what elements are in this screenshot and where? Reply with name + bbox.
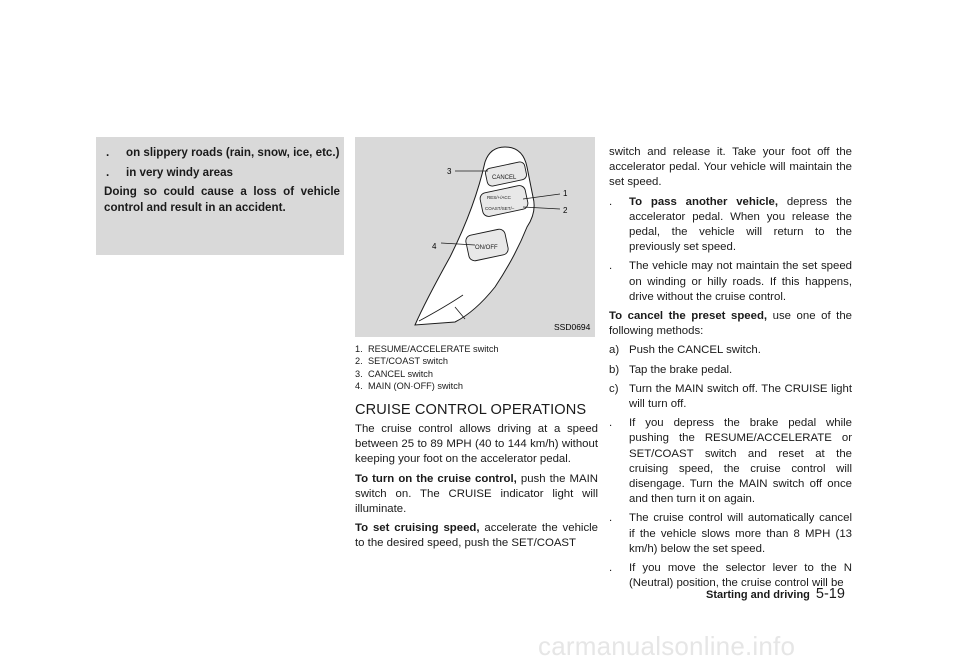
resume-label: RES/+/ACC [487,195,511,200]
cancel-label: CANCEL [492,175,517,181]
note-item: . The cruise control will automatically cancel if the vehicle slows more than 8 MPH (13 km/h) below the set speed. [609,512,852,555]
footer-section: Starting and driving [706,589,810,601]
cruise-switch-illustration [355,137,595,337]
right-column-text [609,145,852,595]
onoff-label: ON/OFF [475,245,498,251]
intro-paragraph: The cruise control allows driving at a speed between 25 to 89 MPH (40 to 144 km/h) without keeping your foot on the accelerator pedal. [355,423,598,466]
note-item: . If you move the selector lever to the N (Neutral) position, the cruise control will be [609,562,852,590]
callout-3: 3 [447,167,452,176]
set-speed-paragraph: To set cruising speed, accelerate the vehicle to the desired speed, push the SET/COAST [355,522,599,550]
callout-4: 4 [432,242,437,251]
continued-paragraph: switch and release it. Take your foot off the accelerator pedal. Your vehicle will maintain the set speed. [609,146,852,189]
caption-item: 4. MAIN (ON·OFF) switch [355,380,463,391]
callout-1: 1 [563,189,568,198]
warning-closing: Doing so could cause a loss of vehicle control and result in an accident. [104,185,340,214]
page-number: 5-19 [815,586,845,602]
cancel-paragraph: To cancel the preset speed, use one of the following methods: [609,310,852,338]
turn-on-paragraph: To turn on the cruise control, push the MAIN switch on. The CRUISE indicator light will illuminate. [355,472,598,516]
caption-item: 1. RESUME/ACCELERATE switch [355,344,499,354]
watermark-text: carmanualsonline.info [538,631,796,661]
method-item: c) Turn the MAIN switch off. The CRUISE light will turn off. [609,382,852,411]
warning-bullet: . in very windy areas [106,165,233,179]
section-heading: CRUISE CONTROL OPERATIONS [355,402,587,418]
hilly-item: . The vehicle may not maintain the set speed on winding or hilly roads. If this happens, drive without the cruise control. [609,260,852,303]
callout-2: 2 [563,206,568,215]
caption-item: 2. SET/COAST switch [355,356,448,367]
caption-item: 3. CANCEL switch [355,368,434,379]
pass-item: . To pass another vehicle, depress the accelerator pedal. When you release the pedal, the vehicle will return to the previously set speed. [609,195,853,254]
note-item: . If you depress the brake pedal while pushing the RESUME/ACCELERATE or SET/COAST switch and reset at the cruising speed, the cruise control will disengage. Turn the MAIN switch off once and then turn it on again. [609,417,852,506]
warning-box [96,137,344,255]
set-label: COAST/SET/− [485,206,515,211]
steering-switch-figure [355,137,595,337]
method-item: a) Push the CANCEL switch. [609,344,761,357]
middle-column-text [355,422,598,556]
figure-code: SSD0694 [554,322,591,332]
page-footer [706,586,845,602]
figure-captions [355,343,595,392]
method-item: b) Tap the brake pedal. [609,363,733,376]
warning-bullet: . on slippery roads (rain, snow, ice, etc.) [106,146,340,159]
